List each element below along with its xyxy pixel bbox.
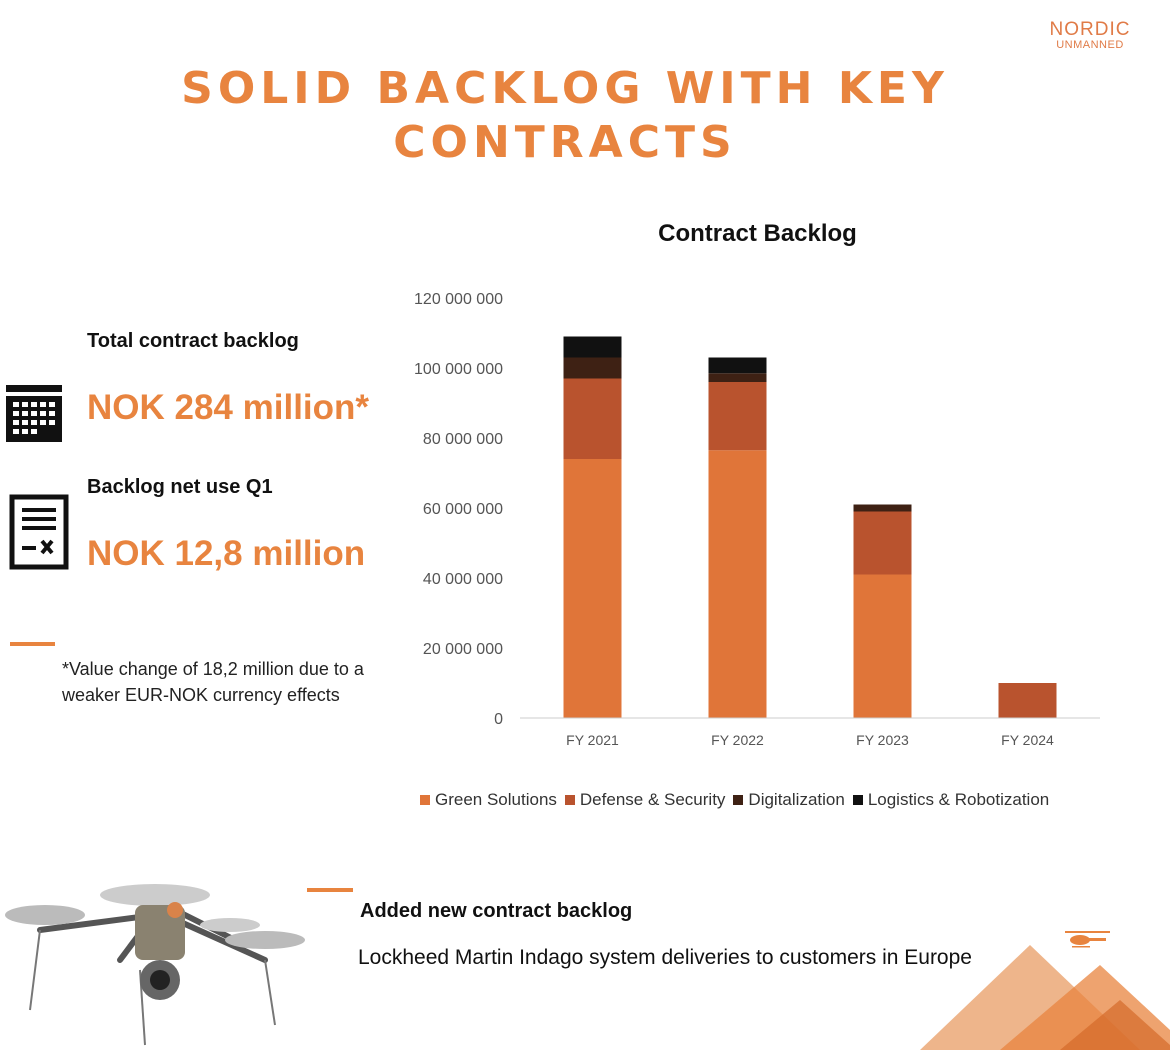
bar-segment — [854, 505, 912, 512]
added-backlog-description: Lockheed Martin Indago system deliveries to customers in Europe — [358, 946, 972, 969]
bar-segment — [854, 575, 912, 719]
legend-item — [853, 790, 1049, 810]
accent-dash-2 — [307, 888, 353, 892]
y-tick-label: 0 — [494, 711, 503, 728]
bar-segment — [564, 459, 622, 718]
x-tick-label: FY 2023 — [856, 732, 909, 748]
legend-item — [733, 790, 844, 810]
drone-image — [0, 860, 310, 1050]
bar-segment — [709, 382, 767, 450]
y-tick-label: 60 000 000 — [422, 501, 503, 518]
legend-swatch — [420, 795, 430, 805]
legend-item — [565, 790, 726, 810]
legend-label: Green Solutions — [435, 790, 557, 809]
bar-segment — [999, 683, 1057, 718]
bar-segment — [854, 512, 912, 575]
x-tick-label: FY 2024 — [1001, 732, 1054, 748]
footnote: *Value change of 18,2 million due to a weaker EUR-NOK currency effects — [62, 659, 364, 705]
decorative-triangles — [910, 920, 1170, 1050]
x-tick-label: FY 2022 — [711, 732, 764, 748]
bar-segment — [709, 450, 767, 718]
legend-swatch — [853, 795, 863, 805]
y-tick-label: 20 000 000 — [422, 641, 503, 658]
legend-label: Defense & Security — [579, 790, 726, 809]
logo-line2: UNMANNED — [1056, 39, 1124, 51]
bar-segment — [709, 358, 767, 374]
logo-line1: NORDIC — [1049, 19, 1131, 40]
netuse-label: Backlog net use Q1 — [87, 476, 273, 498]
bar-segment — [709, 373, 767, 382]
y-tick-label: 40 000 000 — [422, 571, 503, 588]
chart-title: Contract Backlog — [658, 220, 857, 247]
total-backlog-value: NOK 284 million* — [87, 388, 370, 427]
y-tick-label: 100 000 000 — [414, 361, 503, 378]
netuse-value: NOK 12,8 million — [87, 534, 366, 573]
x-tick-label: FY 2021 — [566, 732, 619, 748]
chart-legend — [420, 790, 1120, 810]
page-title: SOLID BACKLOG WITH KEY CONTRACTS — [181, 63, 949, 168]
legend-item — [420, 790, 557, 810]
helicopter-icon — [1065, 931, 1110, 948]
added-backlog-title: Added new contract backlog — [360, 900, 633, 922]
legend-label: Logistics & Robotization — [867, 790, 1050, 809]
bar-segment — [564, 379, 622, 460]
legend-label: Digitalization — [748, 790, 845, 809]
legend-swatch — [565, 795, 575, 805]
y-tick-label: 80 000 000 — [422, 431, 503, 448]
legend-swatch — [733, 795, 743, 805]
bar-segment — [564, 337, 622, 358]
bar-segment — [564, 358, 622, 379]
y-tick-label: 120 000 000 — [414, 291, 503, 308]
total-backlog-label: Total contract backlog — [87, 330, 299, 352]
